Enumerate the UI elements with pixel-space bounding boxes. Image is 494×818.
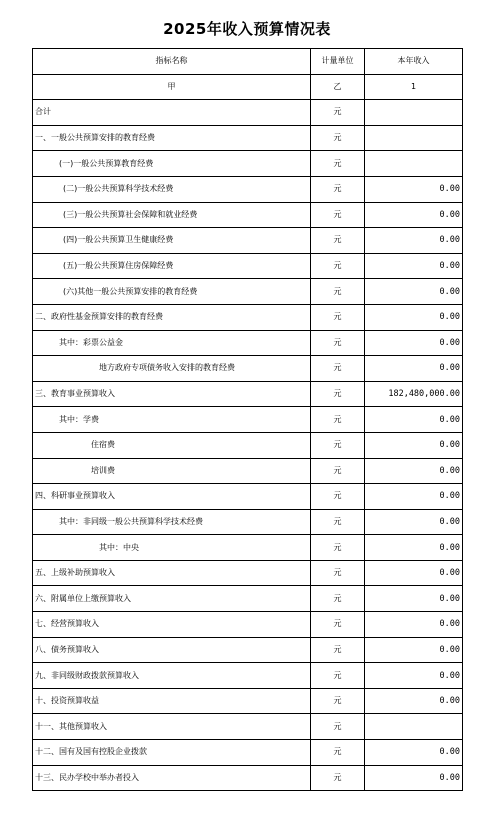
row-indicator-name: (二)一般公共预算科学技术经费 [33, 176, 311, 202]
row-indicator-name: 十三、民办学校中举办者投入 [33, 765, 311, 791]
row-value: 0.00 [365, 304, 463, 330]
row-unit: 元 [311, 663, 365, 689]
row-value: 0.00 [365, 279, 463, 305]
row-value: 0.00 [365, 407, 463, 433]
row-unit: 元 [311, 612, 365, 638]
row-value: 0.00 [365, 330, 463, 356]
row-value: 0.00 [365, 202, 463, 228]
row-indicator-name: 其中：非同级一般公共预算科学技术经费 [33, 509, 311, 535]
row-indicator-name: (一)一般公共预算教育经费 [33, 151, 311, 177]
row-value: 0.00 [365, 356, 463, 382]
table-row [33, 202, 463, 228]
table-row [33, 740, 463, 766]
table-row [33, 176, 463, 202]
table-header-row [33, 49, 463, 75]
row-value: 0.00 [365, 484, 463, 510]
row-value: 0.00 [365, 228, 463, 254]
row-unit: 元 [311, 202, 365, 228]
row-indicator-name: 十一、其他预算收入 [33, 714, 311, 740]
row-indicator-name: 四、科研事业预算收入 [33, 484, 311, 510]
table-row [33, 356, 463, 382]
row-indicator-name: 十二、国有及国有控股企业拨款 [33, 740, 311, 766]
table-row [33, 509, 463, 535]
row-value: 182,480,000.00 [365, 381, 463, 407]
row-unit: 元 [311, 304, 365, 330]
row-value: 0.00 [365, 663, 463, 689]
row-indicator-name: 其中：中央 [33, 535, 311, 561]
row-indicator-name: 十、投资预算收益 [33, 688, 311, 714]
row-indicator-name: 住宿费 [33, 432, 311, 458]
table-row [33, 279, 463, 305]
table-row [33, 228, 463, 254]
table-subheader-row [33, 74, 463, 100]
table-row [33, 765, 463, 791]
table-row [33, 125, 463, 151]
page-title: 2025年收入预算情况表 [163, 20, 331, 38]
row-unit: 元 [311, 740, 365, 766]
row-value: 0.00 [365, 586, 463, 612]
row-unit: 元 [311, 458, 365, 484]
row-unit: 元 [311, 100, 365, 126]
row-unit: 元 [311, 714, 365, 740]
row-unit: 元 [311, 535, 365, 561]
table-row [33, 663, 463, 689]
row-value: 0.00 [365, 176, 463, 202]
table-row [33, 688, 463, 714]
row-unit: 元 [311, 637, 365, 663]
table-row [33, 432, 463, 458]
row-value: 0.00 [365, 765, 463, 791]
row-indicator-name: 七、经营预算收入 [33, 612, 311, 638]
table-row [33, 458, 463, 484]
table-row [33, 586, 463, 612]
row-unit: 元 [311, 228, 365, 254]
row-unit: 元 [311, 560, 365, 586]
row-value [365, 100, 463, 126]
header-annual-income: 本年收入 [365, 49, 463, 75]
row-value: 0.00 [365, 458, 463, 484]
row-indicator-name: 八、债务预算收入 [33, 637, 311, 663]
table-row [33, 535, 463, 561]
row-indicator-name: 五、上级补助预算收入 [33, 560, 311, 586]
row-indicator-name: 九、非同级财政拨款预算收入 [33, 663, 311, 689]
header-unit: 计量单位 [311, 49, 365, 75]
row-value: 0.00 [365, 432, 463, 458]
subheader-col2: 乙 [311, 74, 365, 100]
row-value: 0.00 [365, 535, 463, 561]
row-indicator-name: (六)其他一般公共预算安排的教育经费 [33, 279, 311, 305]
table-row [33, 253, 463, 279]
row-indicator-name: 其中：学费 [33, 407, 311, 433]
row-value: 0.00 [365, 560, 463, 586]
row-unit: 元 [311, 151, 365, 177]
row-value [365, 125, 463, 151]
row-indicator-name: 二、政府性基金预算安排的教育经费 [33, 304, 311, 330]
budget-table [32, 48, 463, 791]
subheader-col1: 甲 [33, 74, 311, 100]
table-row [33, 381, 463, 407]
row-value: 0.00 [365, 688, 463, 714]
row-unit: 元 [311, 176, 365, 202]
row-indicator-name: (四)一般公共预算卫生健康经费 [33, 228, 311, 254]
table-row [33, 407, 463, 433]
row-indicator-name: (五)一般公共预算住房保障经费 [33, 253, 311, 279]
row-unit: 元 [311, 509, 365, 535]
table-row [33, 151, 463, 177]
row-unit: 元 [311, 279, 365, 305]
row-indicator-name: 地方政府专项债务收入安排的教育经费 [33, 356, 311, 382]
row-unit: 元 [311, 407, 365, 433]
row-indicator-name: (三)一般公共预算社会保障和就业经费 [33, 202, 311, 228]
row-unit: 元 [311, 484, 365, 510]
row-value: 0.00 [365, 612, 463, 638]
row-value [365, 714, 463, 740]
row-unit: 元 [311, 381, 365, 407]
table-row [33, 637, 463, 663]
row-value: 0.00 [365, 509, 463, 535]
table-row [33, 100, 463, 126]
row-unit: 元 [311, 356, 365, 382]
row-unit: 元 [311, 253, 365, 279]
row-unit: 元 [311, 688, 365, 714]
row-unit: 元 [311, 330, 365, 356]
subheader-col3: 1 [365, 74, 463, 100]
row-indicator-name: 合计 [33, 100, 311, 126]
table-row [33, 714, 463, 740]
table-row [33, 304, 463, 330]
table-row [33, 560, 463, 586]
row-indicator-name: 一、一般公共预算安排的教育经费 [33, 125, 311, 151]
row-indicator-name: 六、附属单位上缴预算收入 [33, 586, 311, 612]
row-value [365, 151, 463, 177]
row-indicator-name: 其中：彩票公益金 [33, 330, 311, 356]
header-indicator-name: 指标名称 [33, 49, 311, 75]
table-row [33, 484, 463, 510]
row-indicator-name: 三、教育事业预算收入 [33, 381, 311, 407]
row-unit: 元 [311, 432, 365, 458]
row-value: 0.00 [365, 740, 463, 766]
row-value: 0.00 [365, 253, 463, 279]
row-unit: 元 [311, 765, 365, 791]
table-row [33, 612, 463, 638]
row-indicator-name: 培训费 [33, 458, 311, 484]
table-row [33, 330, 463, 356]
row-unit: 元 [311, 125, 365, 151]
row-value: 0.00 [365, 637, 463, 663]
row-unit: 元 [311, 586, 365, 612]
